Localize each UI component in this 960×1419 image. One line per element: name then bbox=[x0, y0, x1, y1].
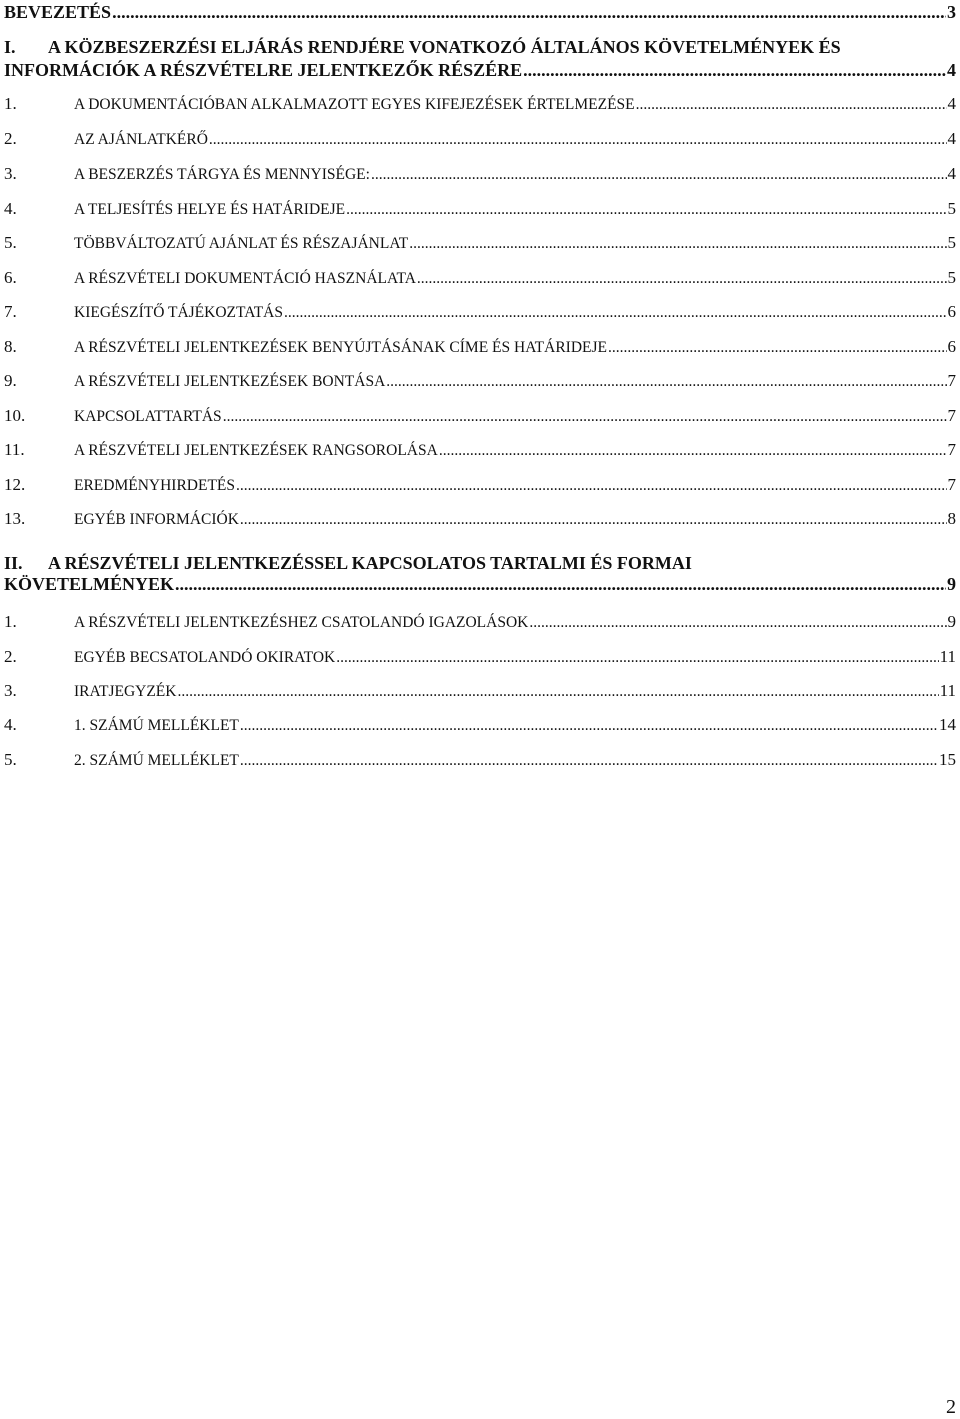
toc-entry-text: A RÉSZVÉTELI JELENTKEZÉSEK BENYÚJTÁSÁNAK CÍME ÉS HATÁRIDEJE bbox=[74, 339, 607, 356]
dot-leader bbox=[371, 166, 947, 184]
toc-entry[interactable] bbox=[4, 509, 956, 529]
dot-leader bbox=[386, 373, 946, 391]
toc-part-2[interactable] bbox=[4, 553, 956, 595]
toc-entry-page: 15 bbox=[939, 750, 956, 769]
toc-entry-number: 5. bbox=[4, 233, 17, 252]
toc-part-title-line1: A KÖZBESZERZÉSI ELJÁRÁS RENDJÉRE VONATKOZÓ ÁLTALÁNOS KÖVETELMÉNYEK ÉS bbox=[48, 37, 841, 57]
toc-entry[interactable] bbox=[4, 337, 956, 357]
toc-entry-page: 4 bbox=[947, 164, 956, 183]
toc-entry-page: 8 bbox=[947, 509, 956, 528]
toc-part-title-line2: INFORMÁCIÓK A RÉSZVÉTELRE JELENTKEZŐK RÉSZÉRE bbox=[4, 60, 523, 80]
toc-entry[interactable] bbox=[4, 233, 956, 253]
toc-entry-page: 5 bbox=[947, 233, 956, 252]
toc-entry-page: 11 bbox=[939, 647, 956, 666]
toc-entry-text: IRATJEGYZÉK bbox=[74, 683, 177, 700]
toc-entry-number: 1. bbox=[4, 94, 17, 113]
toc-entry-page: 4 bbox=[947, 129, 956, 148]
toc-entry-page: 4 bbox=[947, 94, 956, 113]
toc-entry-text: A RÉSZVÉTELI JELENTKEZÉSEK RANGSOROLÁSA bbox=[74, 442, 438, 459]
toc-entry-number: 2. bbox=[4, 129, 17, 148]
dot-leader bbox=[209, 131, 947, 149]
toc-part-title-line2: KÖVETELMÉNYEK bbox=[4, 574, 175, 594]
dot-leader bbox=[523, 60, 946, 81]
dot-leader bbox=[240, 717, 938, 735]
toc-entry-number: 9. bbox=[4, 371, 17, 390]
toc-entry[interactable] bbox=[4, 94, 956, 114]
dot-leader bbox=[439, 442, 947, 460]
toc-entry-page: 7 bbox=[947, 406, 956, 425]
toc-entry-page: 11 bbox=[939, 681, 956, 700]
toc-entry-page: 6 bbox=[947, 337, 956, 356]
toc-part-1[interactable] bbox=[4, 37, 956, 81]
toc-entry-text: A RÉSZVÉTELI JELENTKEZÉSHEZ CSATOLANDÓ IGAZOLÁSOK bbox=[74, 614, 529, 631]
toc-entry-text: AZ AJÁNLATKÉRŐ bbox=[74, 131, 208, 148]
toc-entry-number: 4. bbox=[4, 199, 17, 218]
toc-entry-text: TÖBBVÁLTOZATÚ AJÁNLAT ÉS RÉSZAJÁNLAT bbox=[74, 235, 409, 252]
dot-leader bbox=[417, 270, 947, 288]
toc-entry-number: 13. bbox=[4, 509, 26, 528]
toc-entry-number: 3. bbox=[4, 681, 17, 700]
toc-entry-text: A RÉSZVÉTELI DOKUMENTÁCIÓ HASZNÁLATA bbox=[74, 270, 416, 287]
toc-entry[interactable] bbox=[4, 164, 956, 184]
toc-entry[interactable] bbox=[4, 715, 956, 735]
toc-entry[interactable] bbox=[4, 647, 956, 667]
toc-entry-number: 10. bbox=[4, 406, 26, 425]
dot-leader bbox=[223, 408, 947, 426]
toc-entry-text: BEVEZETÉS bbox=[4, 2, 112, 22]
toc-entry-page: 5 bbox=[947, 268, 956, 287]
toc-entry-number: 11. bbox=[4, 440, 25, 459]
toc-part-number: II. bbox=[4, 553, 23, 573]
toc-entry-page: 6 bbox=[947, 302, 956, 321]
toc-entry-text: EGYÉB INFORMÁCIÓK bbox=[74, 511, 239, 528]
toc-entry-page: 9 bbox=[947, 574, 956, 594]
toc-entry-text: KIEGÉSZÍTŐ TÁJÉKOZTATÁS bbox=[74, 304, 283, 321]
toc-entry[interactable] bbox=[4, 302, 956, 322]
dot-leader bbox=[240, 752, 938, 770]
toc-entry[interactable] bbox=[4, 750, 956, 770]
toc-entry-page: 7 bbox=[947, 475, 956, 494]
dot-leader bbox=[236, 477, 946, 495]
toc-entry-page: 3 bbox=[947, 2, 956, 22]
toc-entry[interactable] bbox=[4, 475, 956, 495]
dot-leader bbox=[409, 235, 946, 253]
toc-entry-text: A DOKUMENTÁCIÓBAN ALKALMAZOTT EGYES KIFEJEZÉSEK ÉRTELMEZÉSE bbox=[74, 96, 635, 113]
dot-leader bbox=[346, 201, 946, 219]
toc-entry[interactable] bbox=[4, 406, 956, 426]
dot-leader bbox=[608, 339, 947, 357]
toc-entry-text: EREDMÉNYHIRDETÉS bbox=[74, 477, 236, 494]
toc-entry[interactable] bbox=[4, 129, 956, 149]
toc-entry-number: 4. bbox=[4, 715, 17, 734]
dot-leader bbox=[529, 614, 946, 632]
toc-entry-page: 9 bbox=[947, 612, 956, 631]
toc-entry-page: 14 bbox=[939, 715, 956, 734]
toc-entry-text: EGYÉB BECSATOLANDÓ OKIRATOK bbox=[74, 649, 336, 666]
toc-entry-text: A RÉSZVÉTELI JELENTKEZÉSEK BONTÁSA bbox=[74, 373, 386, 390]
toc-entry-page: 7 bbox=[947, 440, 956, 459]
toc-entry-number: 3. bbox=[4, 164, 17, 183]
toc-entry[interactable] bbox=[4, 268, 956, 288]
toc-entry-number: 5. bbox=[4, 750, 17, 769]
toc-entry[interactable] bbox=[4, 371, 956, 391]
dot-leader bbox=[284, 304, 947, 322]
toc-entry[interactable] bbox=[4, 199, 956, 219]
toc-entry-number: 1. bbox=[4, 612, 17, 631]
toc-entry-text: A TELJESÍTÉS HELYE ÉS HATÁRIDEJE bbox=[74, 201, 346, 218]
toc-part-title-line1: A RÉSZVÉTELI JELENTKEZÉSSEL KAPCSOLATOS TARTALMI ÉS FORMAI bbox=[48, 553, 692, 573]
toc-entry[interactable] bbox=[4, 681, 956, 701]
dot-leader bbox=[112, 2, 946, 23]
toc-entry-page: 7 bbox=[947, 371, 956, 390]
toc-entry-text: 1. SZÁMÚ MELLÉKLET bbox=[74, 717, 239, 734]
toc-entry[interactable] bbox=[4, 612, 956, 632]
toc-entry-number: 2. bbox=[4, 647, 17, 666]
toc-entry-intro[interactable] bbox=[4, 2, 956, 23]
toc-part-number: I. bbox=[4, 37, 16, 57]
toc-entry-text: KAPCSOLATTARTÁS bbox=[74, 408, 222, 425]
toc-entry-number: 8. bbox=[4, 337, 17, 356]
toc-entry-number: 7. bbox=[4, 302, 17, 321]
toc-entry-number: 6. bbox=[4, 268, 17, 287]
dot-leader bbox=[240, 511, 947, 529]
toc-entry-page: 4 bbox=[947, 60, 956, 80]
toc-entry-page: 5 bbox=[947, 199, 956, 218]
dot-leader bbox=[636, 96, 947, 114]
toc-entry-text: A BESZERZÉS TÁRGYA ÉS MENNYISÉGE: bbox=[74, 166, 370, 183]
toc-entry-text: 2. SZÁMÚ MELLÉKLET bbox=[74, 752, 239, 769]
dot-leader bbox=[177, 683, 938, 701]
dot-leader bbox=[175, 574, 946, 595]
dot-leader bbox=[336, 649, 938, 667]
toc-entry-number: 12. bbox=[4, 475, 26, 494]
page-number: 2 bbox=[946, 1396, 956, 1418]
toc-entry[interactable] bbox=[4, 440, 956, 460]
